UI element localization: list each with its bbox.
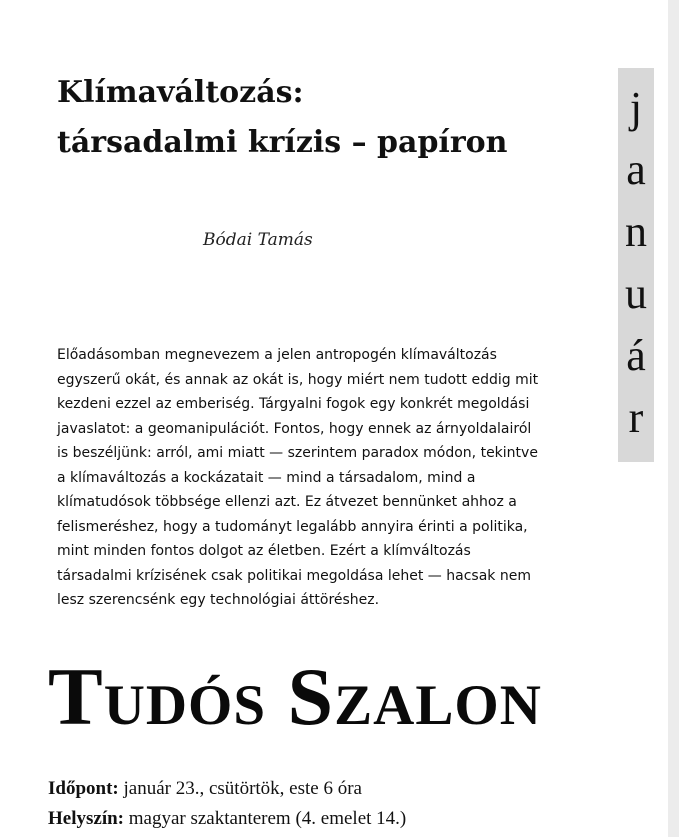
month-vertical-label [618, 68, 654, 462]
month-letter: u [625, 269, 647, 318]
talk-title [57, 68, 507, 168]
abstract-line: Előadásomban megnevezem a jelen antropogén klímaváltozás [57, 347, 497, 363]
event-time-label: Időpont: [48, 778, 119, 799]
talk-title-line-2: társadalmi krízis – papíron [57, 125, 508, 160]
abstract-line: javaslatot: a geomanipulációt. Fontos, hogy ennek az árnyoldalairól [57, 420, 532, 437]
abstract-line: a klímaváltozás a kockázatait — mind a társadalom, mind a [57, 469, 476, 486]
month-letter: á [626, 331, 646, 380]
event-time-value: január 23., csütörtök, este 6 óra [118, 778, 362, 799]
event-place-value: magyar szaktanterem (4. emelet 14.) [124, 808, 407, 829]
month-letter: j [629, 83, 643, 132]
page-edge-strip [668, 0, 679, 837]
abstract-line: is beszéljünk: arról, ami miatt — szerintem paradox módon, tekintve [57, 445, 538, 461]
event-series-heading: Tudós Szalon [48, 651, 542, 742]
event-time [48, 778, 648, 800]
abstract-line: kezdeni ezzel az emberiség. Tárgyalni fogok egy konkrét megoldási [57, 396, 530, 412]
author-name: Bódai Tamás [203, 230, 313, 250]
abstract-line: felismeréshez, hogy a tudományt legalább annyira érinti a politika, [57, 518, 528, 535]
event-place-label: Helyszín: [48, 808, 124, 829]
month-letter: r [628, 393, 644, 442]
abstract-line: lesz szerencsénk egy technológiai áttöréshez. [57, 592, 380, 608]
abstract-line: társadalmi krízisének csak politikai megoldása lehet — hacsak nem [57, 567, 531, 584]
month-letter: n [625, 207, 647, 256]
abstract-line: klímatudósok többsége ellenzi azt. Ez átvezet bennünket ahhoz a [57, 494, 517, 510]
abstract-line: mint minden fontos dolgot az életben. Ezért a klímváltozás [57, 543, 471, 559]
abstract-paragraph [57, 343, 617, 613]
month-letter: a [626, 145, 646, 194]
abstract-line: egyszerű okát, és annak az okát is, hogy miért nem tudott eddig mit [57, 371, 539, 388]
talk-title-line-1: Klímaváltozás: [57, 75, 304, 110]
event-place [48, 808, 648, 830]
